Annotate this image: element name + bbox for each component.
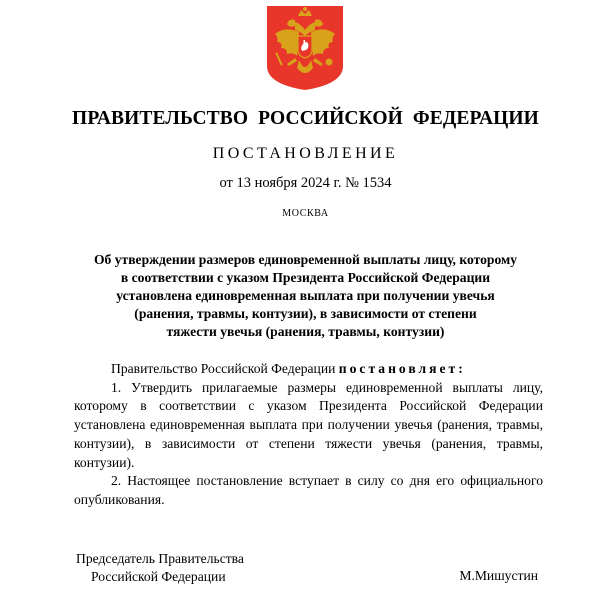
signatory-name: М.Мишустин (459, 568, 538, 583)
subject-line: в соответствии с указом Президента Российской Федерации (120, 270, 491, 285)
document-subject (40, 251, 571, 341)
signatory-position (76, 550, 244, 586)
position-line-1: Председатель Правительства (76, 551, 244, 566)
document-type: ПОСТАНОВЛЕНИЕ (212, 145, 399, 162)
russian-coat-of-arms-icon (265, 4, 345, 92)
decree-word: постановляет: (338, 361, 466, 376)
date-and-number: от 13 ноября 2024 г. № 1534 (219, 175, 392, 191)
paragraph-1: 1. Утвердить прилагаемые размеры единовременной выплаты лицу, которому в соответствии с указом Президента Российской Федерации установлена единовременная выплата при получении увечья (ранения, травмы, контузии), в зависимости от степени тяжести увечья (ранения, травмы, контузии). (74, 379, 543, 470)
document-body (74, 360, 543, 510)
decree-intro (74, 360, 543, 379)
position-line-2: Российской Федерации (91, 569, 226, 584)
decree-intro-text: Правительство Российской Федерации (111, 361, 339, 376)
subject-line: тяжести увечья (ранения, травмы, контузии) (166, 324, 445, 339)
subject-line: установлена единовременная выплата при получении увечья (116, 288, 495, 303)
subject-line: Об утверждении размеров единовременной выплаты лицу, которому (93, 252, 518, 267)
issue-city: МОСКВА (282, 208, 329, 219)
issuer-title: ПРАВИТЕЛЬСТВО РОССИЙСКОЙ ФЕДЕРАЦИИ (72, 108, 539, 129)
subject-line: (ранения, травмы, контузии), в зависимости от степени (134, 306, 477, 321)
paragraph-2: 2. Настоящее постановление вступает в силу со дня его официального опубликования. (74, 473, 543, 507)
